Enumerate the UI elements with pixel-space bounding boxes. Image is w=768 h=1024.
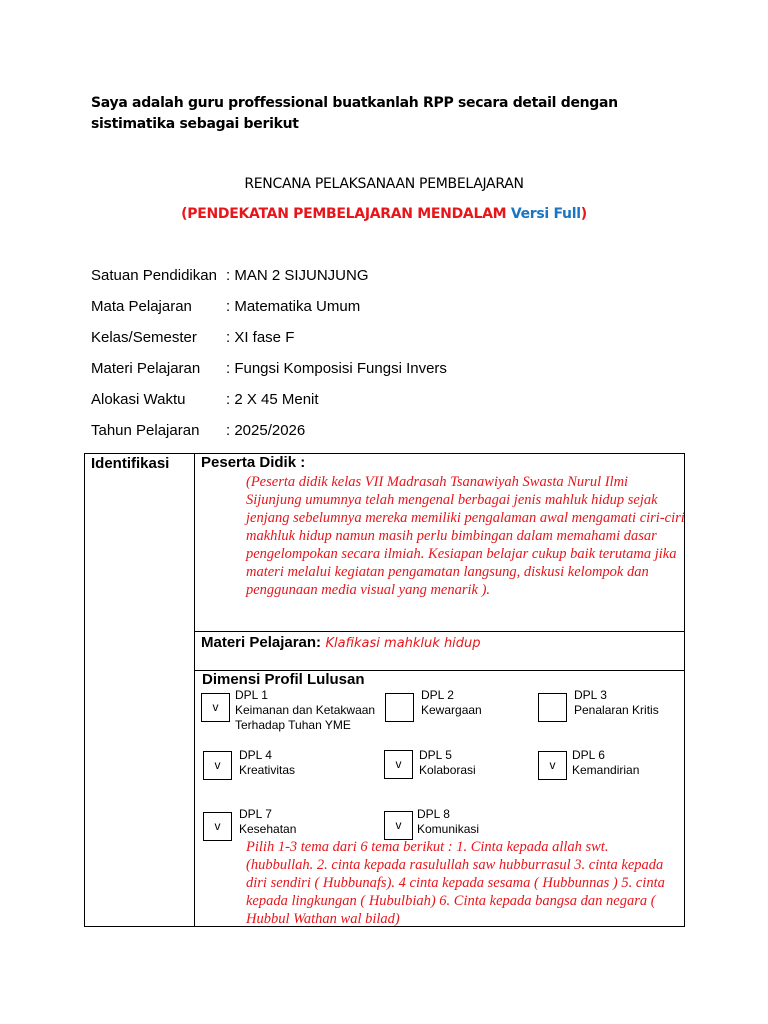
meta-row-materi	[91, 359, 447, 379]
dpl-2-label	[421, 688, 482, 718]
dpl-name: Kemandirian	[572, 763, 640, 777]
dpl-code: DPL 5	[419, 748, 452, 762]
dpl-5-checkbox[interactable]: v	[384, 750, 413, 779]
meta-row-satuan	[91, 266, 369, 286]
dpl-name: Keimanan dan Ketakwaan	[235, 703, 376, 717]
dpl-8-checkbox[interactable]: v	[384, 811, 413, 840]
meta-label: Mata Pelajaran	[91, 298, 192, 315]
dpl-2-checkbox[interactable]	[385, 693, 414, 722]
dpl-3-checkbox[interactable]	[538, 693, 567, 722]
dpl-code: DPL 2	[421, 688, 454, 702]
dpl-1-checkbox[interactable]: v	[201, 693, 230, 722]
dpl-code: DPL 8	[417, 807, 450, 821]
meta-value: : Matematika Umum	[226, 298, 361, 315]
rpp-table	[84, 453, 685, 927]
subtitle-close: )	[580, 206, 587, 222]
dpl-name: Komunikasi	[417, 822, 480, 836]
meta-value: : MAN 2 SIJUNJUNG	[226, 267, 369, 284]
identifikasi-cell: Identifikasi	[85, 454, 195, 927]
document-subtitle	[0, 206, 768, 222]
document-title: RENCANA PELAKSANAAN PEMBELAJARAN	[244, 176, 524, 192]
meta-row-mapel	[91, 297, 360, 317]
dpl-4-checkbox[interactable]: v	[203, 751, 232, 780]
meta-row-alokasi	[91, 390, 319, 410]
subtitle-open: (PENDEKATAN PEMBELAJARAN MENDALAM	[181, 206, 511, 222]
meta-value: : 2025/2026	[226, 422, 306, 439]
meta-label: Satuan Pendidikan	[91, 267, 217, 284]
meta-value: : XI fase F	[226, 329, 295, 346]
dpl-code: DPL 4	[239, 748, 272, 762]
meta-label: Alokasi Waktu	[91, 391, 186, 408]
intro-text: Saya adalah guru proffessional buatkanlah RPP secara detail dengan sistimatika sebagai berikut	[91, 95, 618, 132]
dpl-3-label	[574, 688, 659, 718]
materi-heading: Materi Pelajaran:	[201, 634, 322, 651]
dpl-7-checkbox[interactable]: v	[203, 812, 232, 841]
dpl-5-label	[419, 748, 476, 778]
dpl-6-label	[572, 748, 639, 778]
meta-value: : Fungsi Komposisi Fungsi Invers	[226, 360, 447, 377]
peserta-didik-cell	[195, 454, 685, 632]
dpl-8-label	[417, 807, 479, 837]
peserta-didik-heading: Peserta Didik :	[201, 454, 306, 471]
materi-value: Klafikasi mahkluk hidup	[325, 636, 481, 651]
dpl-6-checkbox[interactable]: v	[538, 751, 567, 780]
dpl-name: Kewargaan	[421, 703, 482, 717]
dpl-name2: Terhadap Tuhan YME	[235, 718, 351, 732]
table-row	[85, 454, 685, 632]
dpl-4-label	[239, 748, 295, 778]
dpl-code: DPL 1	[235, 688, 268, 702]
dimensi-cell	[195, 671, 685, 927]
dpl-1-label	[235, 688, 375, 733]
dpl-7-label	[239, 807, 296, 837]
dpl-name: Kreativitas	[239, 763, 296, 777]
meta-value: : 2 X 45 Menit	[226, 391, 319, 408]
dpl-code: DPL 6	[572, 748, 605, 762]
dpl-name: Penalaran Kritis	[574, 703, 659, 717]
dpl-name: Kesehatan	[239, 822, 297, 836]
meta-row-kelas	[91, 328, 294, 348]
meta-label: Tahun Pelajaran	[91, 422, 200, 439]
meta-label: Materi Pelajaran	[91, 360, 201, 377]
dpl-code: DPL 7	[239, 807, 272, 821]
materi-cell	[195, 632, 685, 671]
subtitle-version: Versi Full	[510, 206, 581, 222]
peserta-didik-text: (Peserta didik kelas VII Madrasah Tsanawiyah Swasta Nurul Ilmi Sijunjung umumnya telah mengenal berbagai jenis mahluk hidup sejak jenjang sebelumnya mereka memiliki pengalaman awal mengamati ciri-ciri makhluk hidup namun masih perlu bimbingan dalam memahami dasar pengelompokan secara ilmiah. Kesiapan belajar cukup baik terutama jika materi melalui kegiatan pengamatan langsung, diskusi kelompok dan penggunaan media visual yang menarik ).	[246, 474, 685, 598]
dimensi-heading: Dimensi Profil Lulusan	[202, 671, 365, 688]
dpl-code: DPL 3	[574, 688, 607, 702]
tema-text: Pilih 1-3 tema dari 6 tema berikut : 1. Cinta kepada allah swt. (hubbullah. 2. cinta kepada rasulullah saw hubburrasul 3. cinta kepada diri sendiri ( Hubbunafs). 4 cinta kepada sesama ( Hubbunnas ) 5. cinta kepada lingkungan ( Hubulbiah) 6. Cinta kepada bangsa dan negara ( Hubbul Wathan wal bilad)	[246, 839, 665, 927]
dpl-name: Kolaborasi	[419, 763, 476, 777]
meta-row-tahun	[91, 421, 305, 441]
meta-label: Kelas/Semester	[91, 329, 197, 346]
